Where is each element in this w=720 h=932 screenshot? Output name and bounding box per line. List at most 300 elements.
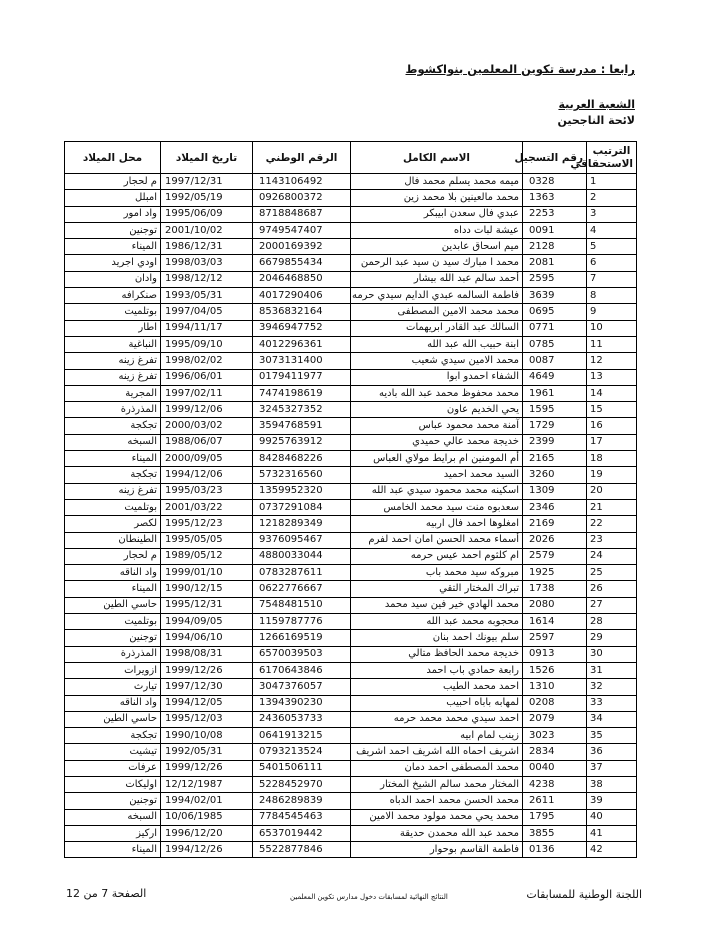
results-table [64,141,637,858]
birth-place-cell: صنكرافه [65,288,161,304]
registration-cell: 0208 [523,695,587,711]
registration-cell: 1595 [523,402,587,418]
table-row [65,776,637,792]
rank-cell: 40 [587,809,637,825]
national-id-cell: 1359952320 [253,483,351,499]
birth-place-cell: م لحجار [65,174,161,190]
table-row [65,662,637,678]
birth-place-cell: النباغية [65,336,161,352]
national-id-cell: 0641913215 [253,728,351,744]
rank-cell: 19 [587,467,637,483]
birth-place-cell: تفرغ زينه [65,483,161,499]
birth-place-cell: واد امور [65,206,161,222]
registration-cell: 2595 [523,271,587,287]
birth-place-cell: تجكجة [65,418,161,434]
name-cell: خديجة محمد الحافظ متالي [351,646,523,662]
birth-place-cell: بوتلميت [65,304,161,320]
national-id-cell: 0783287611 [253,565,351,581]
registration-cell: 0136 [523,842,587,858]
birth-place-cell: حاسي الطين [65,597,161,613]
rank-cell: 12 [587,353,637,369]
birth-date-cell: 1998/08/31 [161,646,253,662]
rank-cell: 14 [587,385,637,401]
registration-cell: 2597 [523,630,587,646]
birth-place-cell: عرفات [65,760,161,776]
birth-place-cell: اوليكات [65,776,161,792]
registration-cell: 1961 [523,385,587,401]
name-cell: محمد يحي محمد مولود محمد الامين [351,809,523,825]
national-id-cell: 1218289349 [253,516,351,532]
national-id-cell: 2436053733 [253,711,351,727]
rank-cell: 29 [587,630,637,646]
birth-date-cell: 1994/09/05 [161,614,253,630]
birth-date-cell: 1999/12/06 [161,402,253,418]
national-id-cell: 6679855434 [253,255,351,271]
birth-date-cell: 1990/10/08 [161,728,253,744]
table-row [65,206,637,222]
birth-date-cell: 1994/12/26 [161,842,253,858]
registration-cell: 2346 [523,499,587,515]
rank-cell: 25 [587,565,637,581]
national-id-cell: 5732316560 [253,467,351,483]
registration-cell: 0091 [523,222,587,238]
birth-place-cell: اركيز [65,825,161,841]
table-row [65,239,637,255]
registration-cell: 3260 [523,467,587,483]
birth-place-cell: حاسي الطين [65,711,161,727]
national-id-cell: 9749547407 [253,222,351,238]
column-header-full-name: الاسم الكامل [351,142,523,174]
rank-cell: 10 [587,320,637,336]
national-id-cell: 3073131400 [253,353,351,369]
birth-date-cell: 1995/12/31 [161,597,253,613]
registration-cell: 2081 [523,255,587,271]
registration-cell: 2026 [523,532,587,548]
birth-date-cell: 1994/12/06 [161,467,253,483]
rank-cell: 5 [587,239,637,255]
birth-place-cell: وادان [65,271,161,287]
rank-cell: 26 [587,581,637,597]
registration-cell: 2169 [523,516,587,532]
birth-date-cell: 1997/12/31 [161,174,253,190]
birth-date-cell: 1986/12/31 [161,239,253,255]
rank-cell: 33 [587,695,637,711]
name-cell: اشريف احماه الله اشريف احمد اشريف [351,744,523,760]
registration-cell: 2080 [523,597,587,613]
name-cell: ميمه محمد يسلم محمد فال [351,174,523,190]
table-row [65,304,637,320]
national-id-cell: 0622776667 [253,581,351,597]
birth-date-cell: 1995/05/05 [161,532,253,548]
name-cell: لمهابه باباه احبيب [351,695,523,711]
name-cell: محمد عبد الله محمدن حديقة [351,825,523,841]
national-id-cell: 4012296361 [253,336,351,352]
rank-cell: 6 [587,255,637,271]
name-cell: عبدي فال سعدن ابيبكر [351,206,523,222]
rank-cell: 2 [587,190,637,206]
rank-cell: 15 [587,402,637,418]
table-row [65,793,637,809]
birth-date-cell: 1993/05/31 [161,288,253,304]
rank-cell: 41 [587,825,637,841]
national-id-cell: 0179411977 [253,369,351,385]
rank-cell: 32 [587,679,637,695]
table-row [65,451,637,467]
registration-cell: 2579 [523,548,587,564]
national-id-cell: 5522877846 [253,842,351,858]
table-row [65,418,637,434]
rank-cell: 13 [587,369,637,385]
table-row [65,336,637,352]
national-id-cell: 5228452970 [253,776,351,792]
registration-cell: 2079 [523,711,587,727]
national-id-cell: 4880033044 [253,548,351,564]
national-id-cell: 8536832164 [253,304,351,320]
name-cell: رابعة حمادي باب احمد [351,662,523,678]
table-row [65,646,637,662]
birth-date-cell: 1997/02/11 [161,385,253,401]
registration-cell: 4649 [523,369,587,385]
rank-cell: 9 [587,304,637,320]
table-row [65,434,637,450]
table-row [65,467,637,483]
table-row [65,581,637,597]
registration-cell: 0785 [523,336,587,352]
registration-cell: 2128 [523,239,587,255]
birth-place-cell: توجنين [65,630,161,646]
birth-place-cell: اطار [65,320,161,336]
birth-place-cell: واد الناقه [65,695,161,711]
table-row [65,679,637,695]
table-row [65,630,637,646]
birth-place-cell: الميناء [65,581,161,597]
registration-cell: 1925 [523,565,587,581]
birth-place-cell: واد الناقه [65,565,161,581]
column-header-birth-place: محل الميلاد [65,142,161,174]
birth-date-cell: 12/12/1987 [161,776,253,792]
birth-place-cell: المجرية [65,385,161,401]
national-id-cell: 3047376057 [253,679,351,695]
birth-place-cell: تجكجة [65,467,161,483]
national-id-cell: 3245327352 [253,402,351,418]
name-cell: تبراك المختار التقي [351,581,523,597]
national-id-cell: 8428468226 [253,451,351,467]
registration-cell: 1614 [523,614,587,630]
table-row [65,760,637,776]
birth-date-cell: 1998/12/12 [161,271,253,287]
national-id-cell: 6170643846 [253,662,351,678]
table-row [65,353,637,369]
table-row [65,565,637,581]
birth-place-cell: تفرغ زينه [65,353,161,369]
rank-cell: 36 [587,744,637,760]
name-cell: امغلوها احمد فال اربيه [351,516,523,532]
birth-place-cell: تيارث [65,679,161,695]
birth-place-cell: لكصر [65,516,161,532]
registration-cell: 1795 [523,809,587,825]
birth-date-cell: 1994/02/01 [161,793,253,809]
name-cell: اسكينه محمد محمود سيدي عبد الله [351,483,523,499]
national-id-cell: 0793213524 [253,744,351,760]
name-cell: محمد ا مبارك سيد ن سيد عبد الرحمن [351,255,523,271]
name-cell: محجوبه محمد عبد الله [351,614,523,630]
birth-place-cell: امبلل [65,190,161,206]
name-cell: محمد الامين سيدي شعيب [351,353,523,369]
birth-place-cell: الميناء [65,842,161,858]
birth-date-cell: 1994/12/05 [161,695,253,711]
rank-cell: 22 [587,516,637,532]
national-id-cell: 1159787776 [253,614,351,630]
national-id-cell: 7784545463 [253,809,351,825]
rank-cell: 18 [587,451,637,467]
registration-cell: 2399 [523,434,587,450]
registration-cell: 3023 [523,728,587,744]
list-title: لائحة الناجحين [557,114,635,127]
national-id-cell: 7548481510 [253,597,351,613]
table-row [65,842,637,858]
rank-cell: 7 [587,271,637,287]
name-cell: أسماء محمد الحسن امان احمد لفرم [351,532,523,548]
birth-place-cell: تيشيت [65,744,161,760]
birth-place-cell: تجكجة [65,728,161,744]
national-id-cell: 3594768591 [253,418,351,434]
name-cell: سعدبوه منت سيد محمد الخامس [351,499,523,515]
birth-place-cell: السبخه [65,809,161,825]
birth-date-cell: 1999/12/26 [161,760,253,776]
table-row [65,597,637,613]
national-id-cell: 1143106492 [253,174,351,190]
name-cell: محمد الهادي خير فين سيد محمد [351,597,523,613]
national-id-cell: 2000169392 [253,239,351,255]
registration-cell: 1310 [523,679,587,695]
rank-cell: 28 [587,614,637,630]
rank-cell: 34 [587,711,637,727]
national-id-cell: 9925763912 [253,434,351,450]
national-id-cell: 2046468850 [253,271,351,287]
table-row [65,532,637,548]
page-number: الصفحة 7 من 12 [66,887,147,900]
registration-cell: 0040 [523,760,587,776]
birth-place-cell: تفرغ زينه [65,369,161,385]
birth-place-cell: الميناء [65,451,161,467]
section-title: الشعبة العربية [558,98,635,111]
table-row [65,271,637,287]
registration-cell: 1738 [523,581,587,597]
birth-date-cell: 1992/05/19 [161,190,253,206]
name-cell: عيشة لبات دداه [351,222,523,238]
birth-date-cell: 1992/05/31 [161,744,253,760]
registration-cell: 1363 [523,190,587,206]
registration-cell: 1729 [523,418,587,434]
column-header-birth-date: تاريخ الميلاد [161,142,253,174]
table-row [65,255,637,271]
table-row [65,744,637,760]
table-row [65,825,637,841]
name-cell: محمد محمد الامين المصطفى [351,304,523,320]
name-cell: احمد سيدي محمد محمد حرمه [351,711,523,727]
table-row [65,369,637,385]
name-cell: ام كلثوم احمد عيس حرمه [351,548,523,564]
name-cell: آمنة محمد محمود عباس [351,418,523,434]
rank-cell: 39 [587,793,637,809]
table-row [65,516,637,532]
registration-cell: 0913 [523,646,587,662]
national-id-cell: 1394390230 [253,695,351,711]
birth-date-cell: 1996/06/01 [161,369,253,385]
name-cell: السيد محمد احميد [351,467,523,483]
birth-place-cell: السبخه [65,434,161,450]
birth-date-cell: 1997/04/05 [161,304,253,320]
birth-place-cell: م لحجار [65,548,161,564]
birth-place-cell: توجنين [65,222,161,238]
name-cell: فاطمة القاسم بوحوار [351,842,523,858]
name-cell: محمد مالعينين بلا محمد زين [351,190,523,206]
table-row [65,614,637,630]
name-cell: محمد الحسن محمد احمد الدباه [351,793,523,809]
registration-cell: 2165 [523,451,587,467]
rank-cell: 24 [587,548,637,564]
birth-date-cell: 1989/05/12 [161,548,253,564]
birth-place-cell: الطينطان [65,532,161,548]
registration-cell: 3855 [523,825,587,841]
birth-place-cell: اودي اجريد [65,255,161,271]
birth-place-cell: الميناء [65,239,161,255]
birth-date-cell: 2001/10/02 [161,222,253,238]
name-cell: ميم اسحاق عابدين [351,239,523,255]
name-cell: مبروكه سيد محمد باب [351,565,523,581]
national-id-cell: 0926800372 [253,190,351,206]
national-id-cell: 5401506111 [253,760,351,776]
table-row [65,809,637,825]
table-row [65,483,637,499]
birth-date-cell: 1995/12/23 [161,516,253,532]
name-cell: احمد محمد الطيب [351,679,523,695]
table-row [65,711,637,727]
registration-cell: 0771 [523,320,587,336]
national-id-cell: 4017290406 [253,288,351,304]
name-cell: ابنة حبيب الله عبد الله [351,336,523,352]
name-cell: محمد المصطفى احمد دمان [351,760,523,776]
column-header-rank: الترتيب الاستحقاقي [587,142,637,174]
page-heading: رابعا : مدرسة تكوين المعلمين بنواكشوط [405,62,635,76]
national-id-cell: 9376095467 [253,532,351,548]
rank-cell: 35 [587,728,637,744]
rank-cell: 8 [587,288,637,304]
rank-cell: 42 [587,842,637,858]
registration-cell: 4238 [523,776,587,792]
rank-cell: 17 [587,434,637,450]
name-cell: سلم بيونك احمد بنان [351,630,523,646]
name-cell: المختار محمد سالم الشيخ المختار [351,776,523,792]
national-id-cell: 1266169519 [253,630,351,646]
rank-cell: 30 [587,646,637,662]
birth-date-cell: 2001/03/22 [161,499,253,515]
table-body [65,174,637,858]
table-row [65,728,637,744]
name-cell: السالك عبد القادر ابريهمات [351,320,523,336]
birth-date-cell: 1988/06/07 [161,434,253,450]
rank-cell: 20 [587,483,637,499]
registration-cell: 0695 [523,304,587,320]
registration-cell: 2834 [523,744,587,760]
birth-date-cell: 2000/09/05 [161,451,253,467]
birth-date-cell: 1996/12/20 [161,825,253,841]
table-row [65,548,637,564]
birth-date-cell: 1994/11/17 [161,320,253,336]
birth-place-cell: توجنين [65,793,161,809]
footer-note: النتائج النهائية لمسابقات دخول مدارس تكوين المعلمين [290,893,448,901]
rank-cell: 23 [587,532,637,548]
name-cell: الشفاء احمدو ابوا [351,369,523,385]
rank-cell: 38 [587,776,637,792]
registration-cell: 1526 [523,662,587,678]
registration-cell: 2253 [523,206,587,222]
registration-cell: 1309 [523,483,587,499]
national-id-cell: 6570039503 [253,646,351,662]
rank-cell: 3 [587,206,637,222]
rank-cell: 4 [587,222,637,238]
name-cell: خديجة محمد عالي حميدي [351,434,523,450]
table-header-row [65,142,637,174]
birth-date-cell: 1995/06/09 [161,206,253,222]
table-row [65,402,637,418]
birth-date-cell: 1990/12/15 [161,581,253,597]
table-row [65,385,637,401]
birth-date-cell: 1995/09/10 [161,336,253,352]
table-row [65,174,637,190]
birth-place-cell: بوتلميت [65,614,161,630]
footer-committee: اللجنة الوطنية للمسابقات [526,888,642,901]
birth-date-cell: 1998/03/03 [161,255,253,271]
rank-cell: 37 [587,760,637,776]
rank-cell: 31 [587,662,637,678]
national-id-cell: 7474198619 [253,385,351,401]
table-row [65,499,637,515]
national-id-cell: 8718848687 [253,206,351,222]
birth-date-cell: 2000/03/02 [161,418,253,434]
birth-date-cell: 1998/02/02 [161,353,253,369]
table-row [65,320,637,336]
registration-cell: 0087 [523,353,587,369]
rank-cell: 27 [587,597,637,613]
registration-cell: 0328 [523,174,587,190]
table-row [65,288,637,304]
name-cell: أم المومنين ام برايط مولاي العباس [351,451,523,467]
birth-place-cell: المذرذرة [65,402,161,418]
table-row [65,222,637,238]
rank-cell: 11 [587,336,637,352]
rank-cell: 1 [587,174,637,190]
birth-place-cell: المذرذرة [65,646,161,662]
birth-date-cell: 1999/12/26 [161,662,253,678]
national-id-cell: 6537019442 [253,825,351,841]
national-id-cell: 0737291084 [253,499,351,515]
column-header-national-id: الرقم الوطني [253,142,351,174]
registration-cell: 2611 [523,793,587,809]
name-cell: محمد محفوظ محمد عبد الله باديه [351,385,523,401]
birth-place-cell: ازويرات [65,662,161,678]
rank-cell: 16 [587,418,637,434]
birth-place-cell: بوتلميت [65,499,161,515]
table-row [65,190,637,206]
birth-date-cell: 1994/06/10 [161,630,253,646]
name-cell: زينب لمام ابيه [351,728,523,744]
table-row [65,695,637,711]
rank-cell: 21 [587,499,637,515]
name-cell: فاطمة السالمه عبدي الدايم سيدي حرمه [351,288,523,304]
birth-date-cell: 1999/01/10 [161,565,253,581]
national-id-cell: 2486289839 [253,793,351,809]
